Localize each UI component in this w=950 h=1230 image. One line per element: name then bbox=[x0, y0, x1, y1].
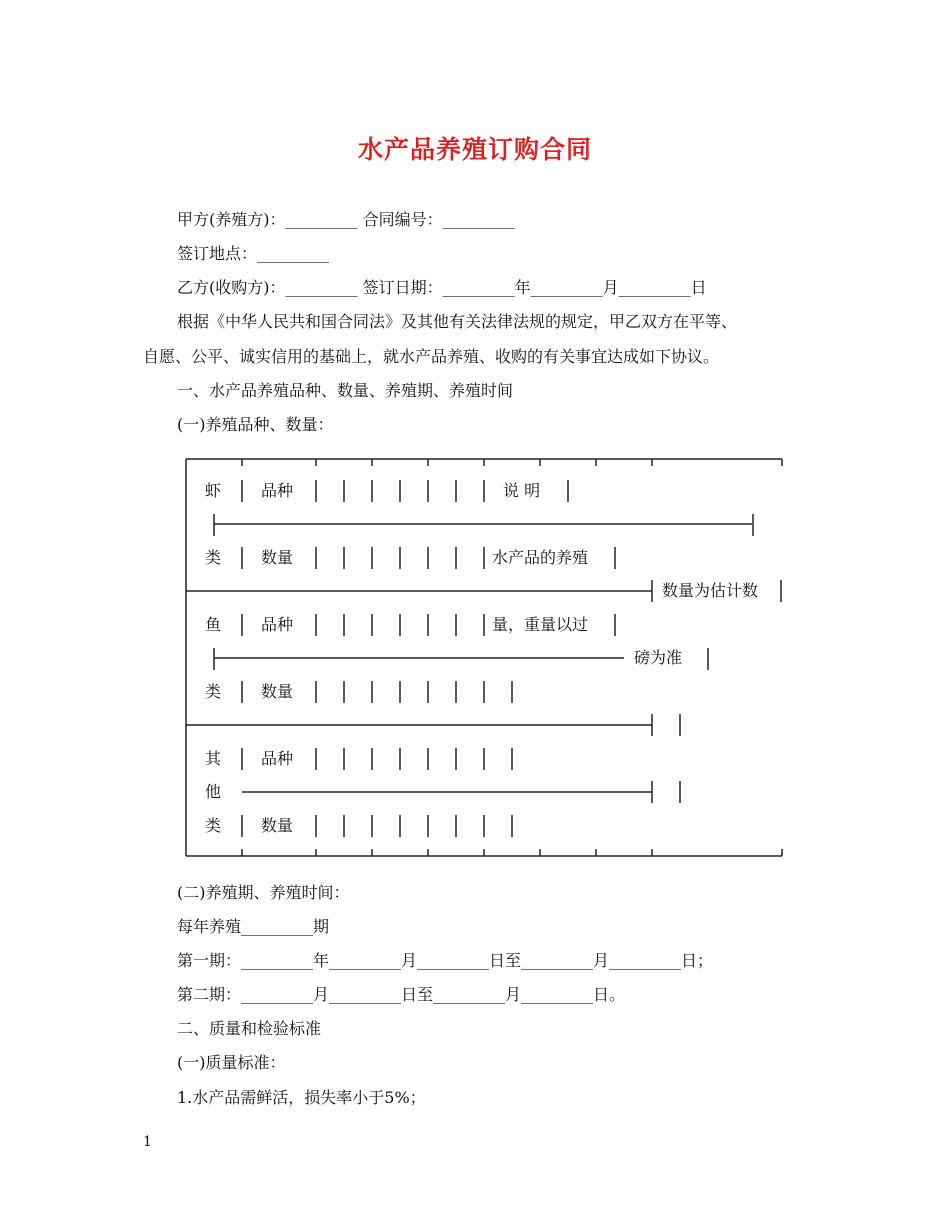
phase-1-line: 第一期：_________年_________月_________日至_________月_________日； bbox=[177, 951, 714, 970]
document-title: 水产品养殖订购合同 bbox=[357, 135, 592, 164]
other-variety-label: 品种 bbox=[261, 749, 294, 768]
quality-item-1: 1.水产品需鲜活，损失率小于5%； bbox=[177, 1088, 426, 1107]
section-2-heading: 二、质量和检验标准 bbox=[177, 1019, 322, 1038]
note-line-4: 磅为准 bbox=[634, 648, 683, 667]
intro-paragraph-line-2: 自愿、公平、诚实信用的基础上，就水产品养殖、收购的有关事宜达成如下协议。 bbox=[143, 347, 720, 366]
signing-place-line: 签订地点：_________ bbox=[177, 244, 330, 263]
note-line-3: 量，重量以过 bbox=[492, 615, 589, 634]
other-quantity-label: 数量 bbox=[261, 816, 294, 835]
phase-2-line: 第二期：_________月_________日至_________月_________日。 bbox=[177, 985, 626, 1004]
fish-quantity-label: 数量 bbox=[261, 682, 294, 701]
table-grid-lines bbox=[185, 450, 785, 865]
variety-quantity-table bbox=[185, 450, 785, 865]
intro-paragraph-line-1: 根据《中华人民共和国合同法》及其他有关法律法规的规定，甲乙双方在平等、 bbox=[177, 312, 738, 331]
category-other: 其 bbox=[205, 749, 222, 768]
note-line-1: 水产品的养殖 bbox=[492, 548, 589, 567]
category-fish: 鱼 bbox=[205, 615, 222, 634]
shrimp-variety-label: 品种 bbox=[261, 481, 294, 500]
subsection-1-heading: (一)养殖品种、数量： bbox=[177, 415, 334, 434]
section-1-heading: 一、水产品养殖品种、数量、养殖期、养殖时间 bbox=[177, 381, 514, 400]
note-line-2: 数量为估计数 bbox=[662, 581, 759, 600]
category-shrimp-suffix: 类 bbox=[205, 548, 222, 567]
category-other-mid: 他 bbox=[205, 782, 222, 801]
page-number: 1 bbox=[143, 1134, 152, 1150]
party-b-line: 乙方(收购方)：_________ 签订日期：_________年_________月_________日 bbox=[177, 278, 707, 297]
subsection-2-heading: (二)养殖期、养殖时间： bbox=[177, 883, 350, 902]
note-header: 说 明 bbox=[503, 481, 541, 500]
category-fish-suffix: 类 bbox=[205, 682, 222, 701]
fish-variety-label: 品种 bbox=[261, 615, 294, 634]
category-other-suffix: 类 bbox=[205, 816, 222, 835]
category-shrimp: 虾 bbox=[205, 481, 222, 500]
period-count-line: 每年养殖_________期 bbox=[177, 917, 330, 936]
subsection-3-heading: (一)质量标准： bbox=[177, 1053, 286, 1072]
party-a-line: 甲方(养殖方)：_________ 合同编号：_________ bbox=[177, 210, 515, 229]
shrimp-quantity-label: 数量 bbox=[261, 548, 294, 567]
